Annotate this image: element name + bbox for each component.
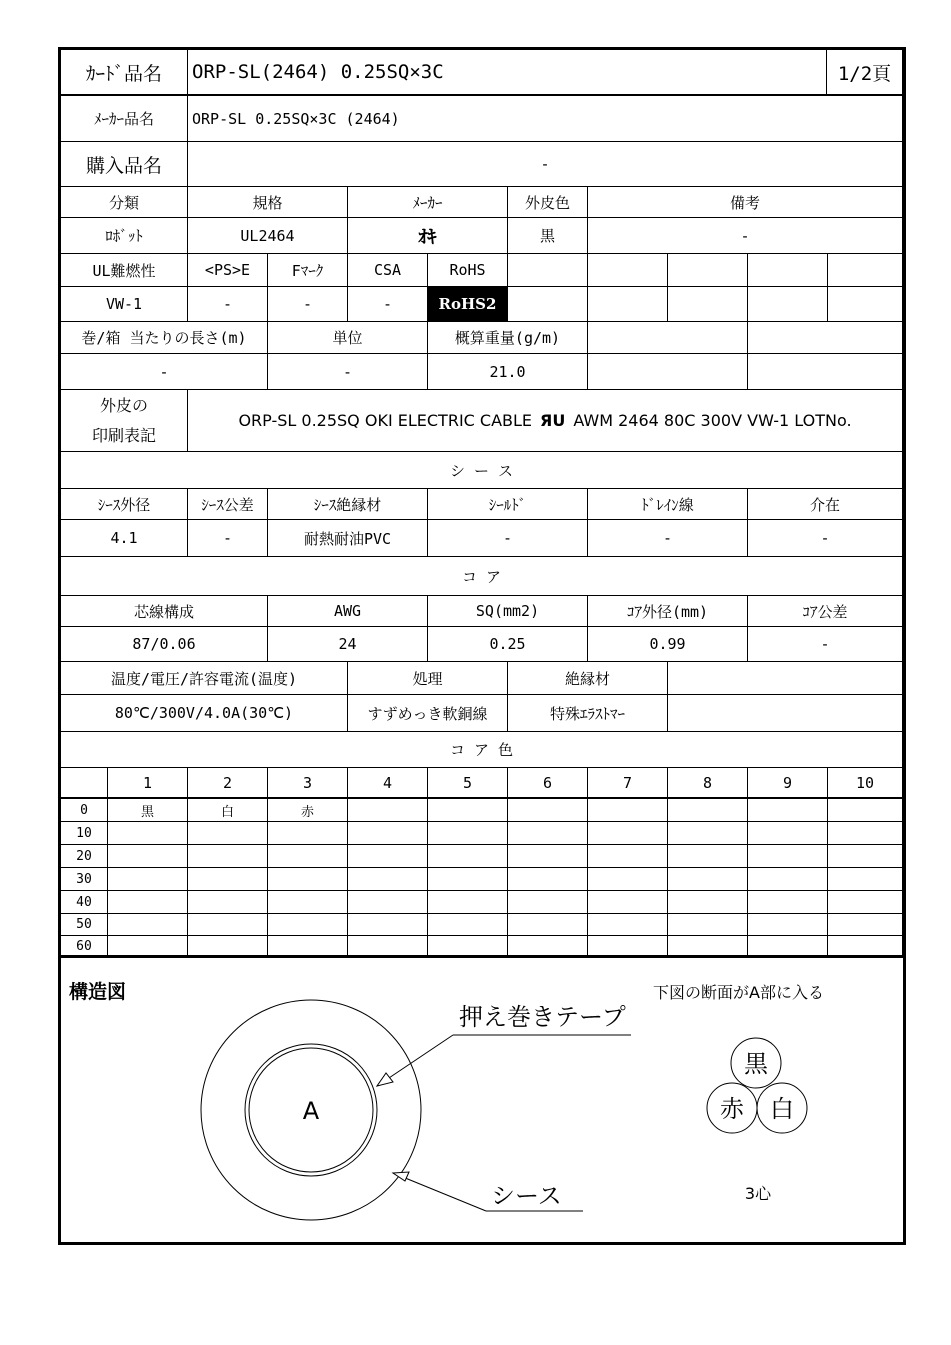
core-color-cell: 黒 xyxy=(108,799,188,822)
sheath-value: - xyxy=(588,520,748,557)
length-value: - xyxy=(61,354,268,390)
core-color-red: 赤 xyxy=(720,1095,744,1123)
certification-header xyxy=(668,254,748,287)
core-color-cell xyxy=(828,891,903,914)
core-color-cell xyxy=(588,868,668,891)
sheath-value: - xyxy=(748,520,903,557)
core-color-cell xyxy=(508,845,588,868)
core-color-cell xyxy=(668,845,748,868)
core-color-cell xyxy=(108,845,188,868)
length-value xyxy=(748,354,903,390)
core-color-cell xyxy=(748,868,828,891)
classification-value: UL2464 xyxy=(188,218,348,254)
core-color-cell xyxy=(748,845,828,868)
core-color-cell xyxy=(188,891,268,914)
length-header: 巻/箱 当たりの長さ(m) xyxy=(61,322,268,354)
length-value: 21.0 xyxy=(428,354,588,390)
section-note: 下図の断面がA部に入る xyxy=(653,983,824,1002)
core-color-black: 黒 xyxy=(744,1050,768,1078)
core-color-cell xyxy=(828,868,903,891)
core-color-cell xyxy=(428,845,508,868)
core-value-2: 特殊ｴﾗｽﾄﾏｰ xyxy=(508,695,668,732)
core-color-cell xyxy=(108,891,188,914)
certification-value: - xyxy=(348,287,428,322)
core-color-cell xyxy=(108,868,188,891)
core-color-row-label: 10 xyxy=(61,822,108,845)
core-color-white: 白 xyxy=(770,1095,794,1123)
core-color-cell xyxy=(428,914,508,936)
classification-header: 分類 xyxy=(61,187,188,218)
certification-value xyxy=(828,287,903,322)
core-color-column-header: 8 xyxy=(668,768,748,799)
core-count: 3心 xyxy=(744,1184,772,1203)
core-color-cell xyxy=(588,845,668,868)
maker-name-label: ﾒｰｶｰ品名 xyxy=(61,96,188,142)
core-color-cell xyxy=(428,822,508,845)
core-color-cell xyxy=(268,891,348,914)
classification-value: - xyxy=(588,218,903,254)
length-value xyxy=(588,354,748,390)
sheath-header: ｼｰｽ絶縁材 xyxy=(268,489,428,520)
core-value: 0.99 xyxy=(588,627,748,662)
core-color-cell xyxy=(588,914,668,936)
core-color-row-label: 30 xyxy=(61,868,108,891)
sheath-header: ｼｰｽ公差 xyxy=(188,489,268,520)
core-value-2 xyxy=(668,695,903,732)
core-value-2: 80℃/300V/4.0A(30℃) xyxy=(61,695,348,732)
sheath-value: - xyxy=(428,520,588,557)
certification-header: CSA xyxy=(348,254,428,287)
core-color-cell xyxy=(748,822,828,845)
page-number: 1/2頁 xyxy=(827,50,903,96)
core-color-cell xyxy=(508,868,588,891)
core-value: - xyxy=(748,627,903,662)
tape-label: 押え巻きテープ xyxy=(459,1003,626,1031)
certification-value: VW-1 xyxy=(61,287,188,322)
length-header xyxy=(748,322,903,354)
sheath-value: - xyxy=(188,520,268,557)
core-color-row-label: 20 xyxy=(61,845,108,868)
print-label-line2: 印刷表記 xyxy=(91,425,156,445)
length-header: 概算重量(g/m) xyxy=(428,322,588,354)
structure-title: 構造図 xyxy=(69,981,127,1003)
core-color-cell xyxy=(748,914,828,936)
core-header: SQ(mm2) xyxy=(428,596,588,627)
certification-value xyxy=(668,287,748,322)
print-text-before: ORP-SL 0.25SQ OKI ELECTRIC CABLE xyxy=(238,411,533,430)
core-color-cell xyxy=(828,914,903,936)
core-color-cell xyxy=(428,868,508,891)
core-color-row-label: 60 xyxy=(61,936,108,958)
core-color-cell xyxy=(348,822,428,845)
maker-name-value: ORP-SL 0.25SQ×3C (2464) xyxy=(188,96,903,142)
certification-header: RoHS xyxy=(428,254,508,287)
core-color-column-header: 3 xyxy=(268,768,348,799)
core-color-cell xyxy=(508,822,588,845)
core-header: ｺｱ公差 xyxy=(748,596,903,627)
core-color-column-header: 7 xyxy=(588,768,668,799)
structure-diagram xyxy=(61,958,903,1242)
print-label-line1: 外皮の xyxy=(99,395,148,415)
certification-value xyxy=(508,287,588,322)
core-value-2: すずめっき軟銅線 xyxy=(348,695,508,732)
certification-header: <PS>E xyxy=(188,254,268,287)
print-value xyxy=(188,390,903,452)
certification-header xyxy=(828,254,903,287)
core-color-cell: 白 xyxy=(188,799,268,822)
core-value: 24 xyxy=(268,627,428,662)
core-color-column-header: 6 xyxy=(508,768,588,799)
core-header: ｺｱ外径(mm) xyxy=(588,596,748,627)
sheath-value: 4.1 xyxy=(61,520,188,557)
core-header-2 xyxy=(668,662,903,695)
core-color-title: コ ア 色 xyxy=(61,732,903,768)
core-color-cell xyxy=(828,799,903,822)
core-color-column-header: 1 xyxy=(108,768,188,799)
sheath-value: 耐熱耐油PVC xyxy=(268,520,428,557)
classification-value: ｵｷ xyxy=(348,218,508,254)
core-color-cell xyxy=(508,914,588,936)
certification-header xyxy=(588,254,668,287)
purchase-name-value: - xyxy=(188,142,903,187)
classification-header: 外皮色 xyxy=(508,187,588,218)
length-value: - xyxy=(268,354,428,390)
sheath-header: ｼｰﾙﾄﾞ xyxy=(428,489,588,520)
sheath-arrowhead xyxy=(393,1172,409,1181)
sheath-label: シース xyxy=(491,1182,562,1210)
core-header: 芯線構成 xyxy=(61,596,268,627)
card-name-value: ORP-SL(2464) 0.25SQ×3C xyxy=(188,50,827,96)
certification-header: Fﾏｰｸ xyxy=(268,254,348,287)
classification-header: 備考 xyxy=(588,187,903,218)
core-color-cell xyxy=(108,822,188,845)
classification-value: 黒 xyxy=(508,218,588,254)
core-color-column-header: 5 xyxy=(428,768,508,799)
core-color-cell xyxy=(348,868,428,891)
core-color-column-header: 10 xyxy=(828,768,903,799)
certification-header xyxy=(508,254,588,287)
core-color-cell xyxy=(348,914,428,936)
classification-header: 規格 xyxy=(188,187,348,218)
core-color-row-label: 40 xyxy=(61,891,108,914)
core-color-cell xyxy=(428,799,508,822)
classification-value: ﾛﾎﾞｯﾄ xyxy=(61,218,188,254)
core-color-cell xyxy=(588,799,668,822)
core-color-cell xyxy=(668,891,748,914)
certification-value xyxy=(748,287,828,322)
card-name-label: ｶｰﾄﾞ品名 xyxy=(61,50,188,96)
core-color-cell xyxy=(668,822,748,845)
core-color-cell xyxy=(348,845,428,868)
center-label: A xyxy=(302,1097,320,1125)
core-header-2: 絶縁材 xyxy=(508,662,668,695)
sheath-header: ﾄﾞﾚｲﾝ線 xyxy=(588,489,748,520)
core-color-cell xyxy=(188,845,268,868)
core-color-cell: 赤 xyxy=(268,799,348,822)
length-header xyxy=(588,322,748,354)
core-color-cell xyxy=(268,822,348,845)
core-color-cell xyxy=(668,868,748,891)
core-color-cell xyxy=(268,914,348,936)
core-color-cell xyxy=(828,822,903,845)
tape-arrowhead xyxy=(377,1073,393,1086)
core-value: 0.25 xyxy=(428,627,588,662)
classification-header: ﾒｰｶｰ xyxy=(348,187,508,218)
print-text-after: AWM 2464 80C 300V VW-1 LOTNo. xyxy=(573,411,852,430)
core-color-cell xyxy=(428,891,508,914)
core-color-cell xyxy=(508,799,588,822)
core-value: 87/0.06 xyxy=(61,627,268,662)
core-header-2: 温度/電圧/許容電流(温度) xyxy=(61,662,348,695)
core-color-cell xyxy=(348,891,428,914)
certification-header xyxy=(748,254,828,287)
core-header-2: 処理 xyxy=(348,662,508,695)
core-color-cell xyxy=(268,868,348,891)
certification-value: - xyxy=(268,287,348,322)
core-color-cell xyxy=(588,891,668,914)
core-color-cell xyxy=(108,914,188,936)
core-color-column-header: 4 xyxy=(348,768,428,799)
core-color-cell xyxy=(188,914,268,936)
core-color-cell xyxy=(508,891,588,914)
core-header: AWG xyxy=(268,596,428,627)
certification-value: RoHS2 xyxy=(428,287,508,322)
core-color-cell xyxy=(188,868,268,891)
core-color-column-header: 2 xyxy=(188,768,268,799)
sheath-title: シ ー ス xyxy=(61,452,903,489)
purchase-name-label: 購入品名 xyxy=(61,142,188,187)
certification-header: UL難燃性 xyxy=(61,254,188,287)
core-color-cell xyxy=(348,799,428,822)
core-color-cell xyxy=(668,914,748,936)
core-title: コ ア xyxy=(61,557,903,596)
sheath-header: 介在 xyxy=(748,489,903,520)
core-color-row-label: 0 xyxy=(61,799,108,822)
sheath-header: ｼｰｽ外径 xyxy=(61,489,188,520)
certification-value: - xyxy=(188,287,268,322)
core-color-column-header xyxy=(61,768,108,799)
core-color-cell xyxy=(668,799,748,822)
sheath-leader-line xyxy=(393,1173,486,1211)
core-color-cell xyxy=(828,845,903,868)
core-color-column-header: 9 xyxy=(748,768,828,799)
core-color-cell xyxy=(588,822,668,845)
length-header: 単位 xyxy=(268,322,428,354)
core-color-cell xyxy=(268,845,348,868)
print-label xyxy=(61,390,188,452)
ul-mark-icon: ЯU xyxy=(540,411,566,430)
core-color-cell xyxy=(748,799,828,822)
core-color-cell xyxy=(748,891,828,914)
certification-value xyxy=(588,287,668,322)
core-color-cell xyxy=(188,822,268,845)
core-color-row-label: 50 xyxy=(61,914,108,936)
